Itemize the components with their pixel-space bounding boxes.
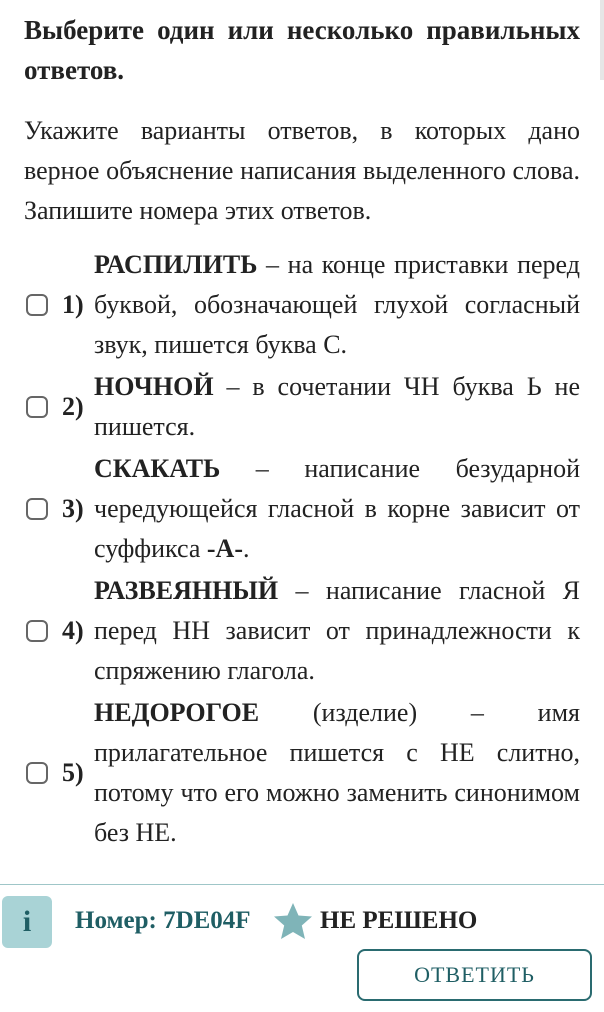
scrollbar[interactable] [600,0,604,80]
task-text: Укажите варианты ответов, в которых дано верное объяснение написания выделенного слова. Запишите номера этих ответов. [24,116,580,225]
option-text [94,449,580,569]
highlighted-word: РАСПИЛИТЬ [94,250,258,279]
checkbox-4[interactable] [26,620,48,642]
highlighted-word: НЕДОРОГОЕ [94,698,260,727]
option-1[interactable] [24,245,580,365]
option-number: 1) [62,290,84,319]
checkbox-2[interactable] [26,396,48,418]
option-5[interactable] [24,693,580,853]
option-explanation: – на конце приставки перед буквой, обозначающей глухой согласный звук, пишется буква С. [94,250,580,359]
option-explanation: – написание безударной чередующейся гласной в корне зависит от суффикса [94,454,580,563]
option-explanation: (изделие) – имя прилагательное пишется с НЕ слитно, потому что его можно заменить синонимом без НЕ. [94,698,580,847]
checkbox-1[interactable] [26,294,48,316]
instruction-text: Выберите один или несколько правильных ответов. [24,15,580,85]
option-tail: . [242,534,250,563]
highlighted-word: РАЗВЕЯННЫЙ [94,576,279,605]
option-text [94,693,580,853]
option-number: 4) [62,616,84,645]
option-text [94,571,580,691]
highlighted-word: СКАКАТЬ [94,454,221,483]
option-number: 2) [62,392,84,421]
status-label: НЕ РЕШЕНО [320,907,478,934]
option-explanation: – в сочетании ЧН буква Ь не пишется. [94,372,580,441]
star-shape [274,903,312,939]
checkbox-5[interactable] [26,762,48,784]
checkbox-3[interactable] [26,498,48,520]
highlighted-word: НОЧНОЙ [94,372,214,401]
option-number: 5) [62,758,84,787]
info-button[interactable]: i [2,896,52,948]
answer-options [24,245,580,855]
answer-button[interactable]: ОТВЕТИТЬ [357,949,592,1001]
option-text [94,245,580,365]
footer-divider [0,884,604,885]
option-4[interactable] [24,571,580,691]
option-3[interactable] [24,449,580,569]
option-number: 3) [62,494,84,523]
highlighted-suffix: -А- [206,534,243,563]
star-icon[interactable] [272,901,314,941]
option-explanation: – написание гласной Я перед НН зависит от принадлежности к спряжению глагола. [94,576,580,685]
option-text [94,367,580,447]
option-2[interactable] [24,367,580,447]
task-number: Номер: 7DE04F [75,907,251,934]
